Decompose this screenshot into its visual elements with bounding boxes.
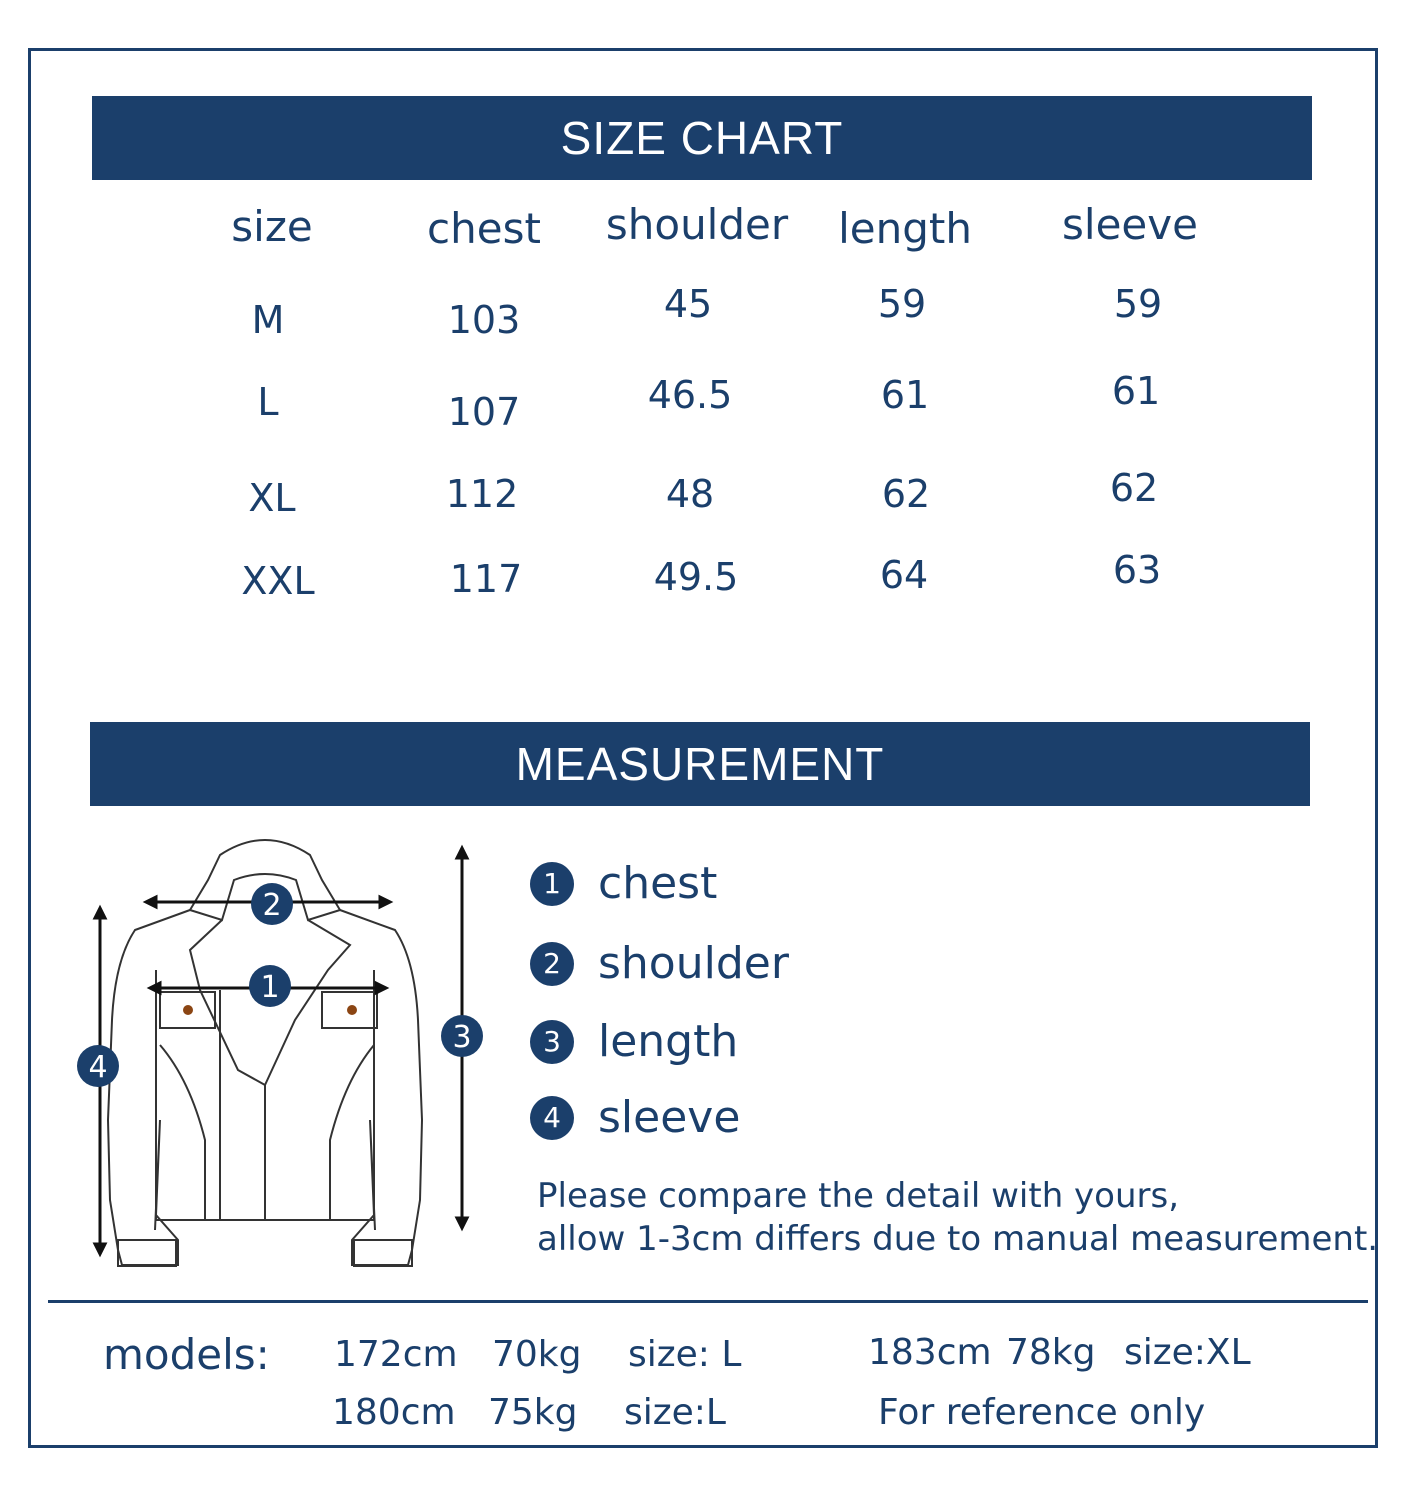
legend-label: shoulder	[598, 938, 789, 989]
marker-label: 4	[88, 1050, 108, 1085]
table-cell: 49.5	[653, 555, 739, 599]
measurement-note-line1: Please compare the detail with yours,	[537, 1176, 1180, 1216]
table-cell: 112	[445, 472, 519, 516]
table-cell: 63	[1112, 548, 1162, 592]
table-cell: 103	[447, 298, 521, 342]
marker-label: 2	[262, 888, 282, 923]
header-shoulder: shoulder	[605, 200, 789, 249]
legend-label: length	[598, 1016, 739, 1067]
table-cell: 62	[881, 472, 931, 516]
table-cell: XXL	[241, 559, 315, 603]
table-cell: 61	[1111, 369, 1161, 413]
legend-item	[530, 938, 789, 989]
model1-size: size: L	[628, 1334, 742, 1375]
jacket-diagram	[60, 820, 520, 1290]
model3-size: size:L	[624, 1392, 726, 1433]
table-cell: 59	[1113, 282, 1163, 326]
header-chest: chest	[427, 204, 541, 253]
table-cell: 48	[665, 472, 715, 516]
measurement-note-line2: allow 1-3cm differs due to manual measurement.	[537, 1219, 1379, 1259]
legend-number: 4	[530, 1096, 574, 1140]
table-cell: L	[257, 380, 279, 424]
table-cell: 59	[877, 282, 927, 326]
legend-number: 1	[530, 862, 574, 906]
model2-weight: 78kg	[1006, 1332, 1096, 1373]
table-cell: 117	[449, 557, 523, 601]
model2-size: size:XL	[1124, 1332, 1251, 1373]
measurement-title: MEASUREMENT	[515, 738, 885, 790]
model3-weight: 75kg	[488, 1392, 578, 1433]
table-cell: XL	[248, 476, 296, 520]
legend-item	[530, 1092, 740, 1143]
table-cell: M	[251, 298, 285, 342]
model1-height: 172cm	[334, 1334, 458, 1375]
model1-weight: 70kg	[492, 1334, 582, 1375]
legend-number: 3	[530, 1020, 574, 1064]
header-sleeve: sleeve	[1062, 200, 1198, 249]
models-label: models:	[103, 1330, 270, 1379]
legend-item	[530, 858, 717, 909]
size-chart-title: SIZE CHART	[560, 112, 844, 164]
marker-label: 3	[452, 1020, 472, 1055]
legend-label: chest	[598, 858, 718, 909]
table-cell: 62	[1109, 466, 1159, 510]
legend-label: sleeve	[598, 1092, 741, 1143]
table-cell: 107	[447, 390, 521, 434]
header-length: length	[838, 204, 972, 253]
header-size: size	[231, 202, 313, 251]
model3-height: 180cm	[332, 1392, 456, 1433]
disclaimer: For reference only	[878, 1392, 1206, 1433]
marker-label: 1	[260, 970, 280, 1005]
size-chart-banner	[92, 96, 1312, 180]
table-cell: 46.5	[647, 373, 733, 417]
table-cell: 45	[663, 282, 713, 326]
legend-number: 2	[530, 942, 574, 986]
measurement-banner	[90, 722, 1310, 806]
model2-height: 183cm	[868, 1332, 992, 1373]
legend-item	[530, 1016, 738, 1067]
table-cell: 61	[880, 373, 930, 417]
divider	[48, 1300, 1368, 1303]
table-cell: 64	[879, 553, 929, 597]
